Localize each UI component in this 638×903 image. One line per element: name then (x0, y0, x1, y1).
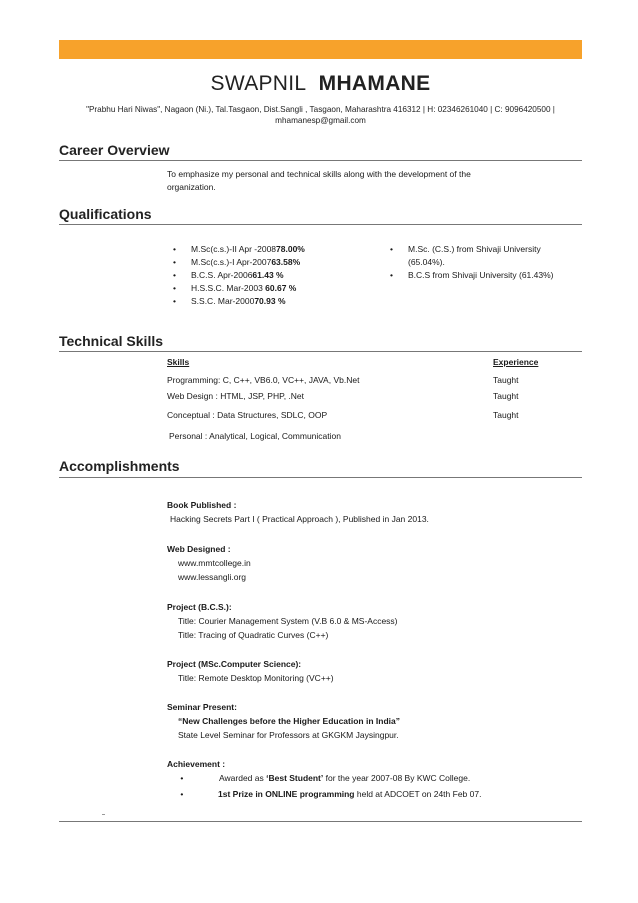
website-link[interactable]: www.mmtcollege.in (178, 558, 251, 568)
header-accent-bar (59, 40, 582, 59)
skill-row: Conceptual : Data Structures, SDLC, OOP (167, 410, 328, 420)
skills-column-header: Skills (167, 357, 190, 367)
section-divider (59, 351, 582, 352)
project-title: Title: Tracing of Quadratic Curves (C++) (178, 630, 329, 640)
section-title-technical-skills: Technical Skills (59, 333, 164, 349)
qualifications-list-right (384, 243, 554, 282)
skill-row: Web Design : HTML, JSP, PHP, .Net (167, 391, 305, 401)
contact-address (59, 104, 582, 126)
first-name: SWAPNIL (210, 72, 307, 95)
project-title: Title: Remote Desktop Monitoring (VC++) (178, 673, 334, 683)
experience-value: Taught (493, 375, 519, 385)
list-item: • M.Sc. (C.S.) from Shivaji University (65.04%). (384, 243, 554, 269)
experience-value: Taught (493, 410, 519, 420)
project-title: Title: Courier Management System (V.B 6.0 & MS-Access) (178, 616, 398, 626)
last-name: MHAMANE (318, 72, 431, 95)
book-published-heading: Book Published : (167, 500, 237, 510)
list-item: • S.S.C. Mar-200070.93 % (167, 295, 305, 308)
career-overview-line: To emphasize my personal and technical skills along with the development of the (167, 169, 471, 179)
list-item: • M.Sc(c.s.)-II Apr -200878.00% (167, 243, 305, 256)
footer-mark (102, 814, 105, 815)
seminar-subtitle: State Level Seminar for Professors at GKGKM Jaysingpur. (178, 730, 399, 740)
address-line: "Prabhu Hari Niwas", Nagaon (Ni.), Tal.Tasgaon, Dist.Sangli , Tasgaon, Maharashtra 416312 | H: 02346261040 | C: 9096420500 | (86, 105, 555, 114)
website-link[interactable]: www.lessangli.org (178, 572, 247, 582)
skill-row: Programming: C, C++, VB6.0, VC++, JAVA, Vb.Net (167, 375, 360, 385)
book-published-text: Hacking Secrets Part I ( Practical Approach ), Published in Jan 2013. (170, 514, 429, 524)
experience-value: Taught (493, 391, 519, 401)
project-bcs-heading: Project (B.C.S.): (167, 602, 232, 612)
email-line: mhamanesp@gmail.com (275, 116, 366, 125)
list-item: • B.C.S from Shivaji University (61.43%) (384, 269, 554, 282)
list-item: • H.S.S.C. Mar-2003 60.67 % (167, 282, 305, 295)
qualifications-list-left (167, 243, 305, 308)
list-item: • M.Sc(c.s.)-I Apr-200763.58% (167, 256, 305, 269)
candidate-name (59, 72, 582, 96)
achievement-heading: Achievement : (167, 759, 226, 769)
project-msc-heading: Project (MSc.Computer Science): (167, 659, 302, 669)
experience-column-header: Experience (493, 357, 539, 367)
section-divider (59, 477, 582, 478)
skill-row: Personal : Analytical, Logical, Communication (169, 431, 341, 441)
seminar-heading: Seminar Present: (167, 702, 237, 712)
list-item: • B.C.S. Apr-200661.43 % (167, 269, 305, 282)
footer-divider (59, 821, 582, 822)
section-title-qualifications: Qualifications (59, 206, 152, 222)
achievement-item: • 1st Prize in ONLINE programming held at ADCOET on 24th Feb 07. (178, 789, 482, 799)
bullet: • (178, 789, 184, 799)
web-designed-heading: Web Designed : (167, 544, 231, 554)
achievement-item: • Awarded as ‘Best Student’ for the year 2007-08 By KWC College. (178, 773, 471, 783)
section-title-accomplishments: Accomplishments (59, 458, 180, 474)
career-overview-text (167, 168, 471, 194)
section-title-career-overview: Career Overview (59, 142, 170, 158)
career-overview-line: organization. (167, 182, 216, 192)
section-divider (59, 224, 582, 225)
section-divider (59, 160, 582, 161)
bullet: • (178, 773, 184, 783)
seminar-title: “New Challenges before the Higher Education in India” (178, 716, 400, 726)
